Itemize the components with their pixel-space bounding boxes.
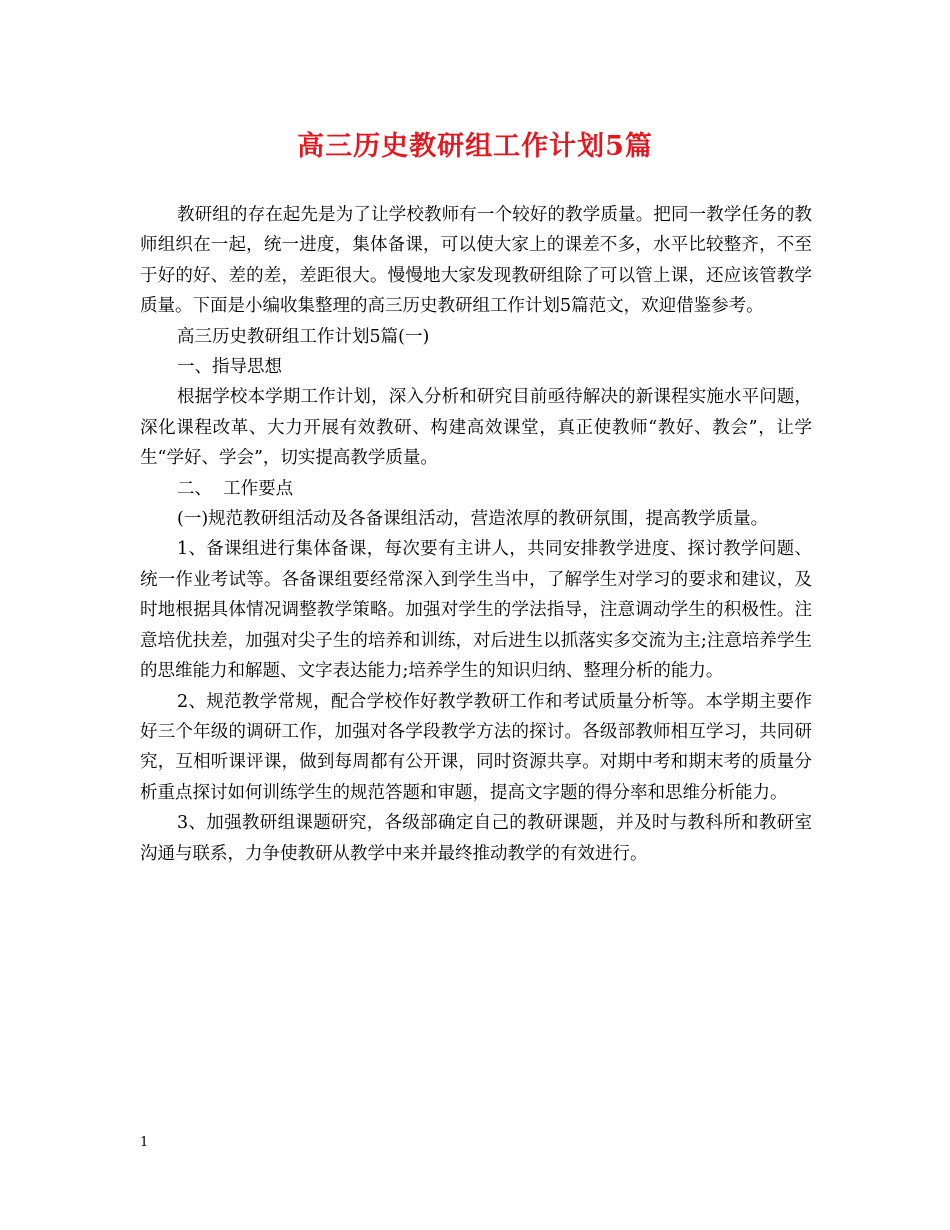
section-heading-plan-one: 高三历史教研组工作计划5篇(一) xyxy=(177,326,430,347)
work-point-3-paragraph: 3、加强教研组课题研究，各级部确定自己的教研课题，并及时与教科所和教研室沟通与联系，力争使教研从教学中来并最终推动教学的有效进行。 xyxy=(140,813,812,864)
work-point-2-paragraph: 2、规范教学常规，配合学校作好教学教研工作和考试质量分析等。本学期主要作好三个年级的调研工作，加强对各学段教学方法的探讨。各级部教师相互学习，共同研究，互相听课评课，做到每周都有公开课，同时资源共享。对期中考和期末考的质量分析重点探讨如何训练学生的规范答题和审题，提高文字题的得分率和思维分析能力。 xyxy=(140,691,812,803)
subsection-heading-standardize: (一)规范教研组活动及各备课组活动，营造浓厚的教研氛围，提高教学质量。 xyxy=(177,509,769,530)
document-title: 高三历史教研组工作计划5篇 xyxy=(297,131,653,162)
guiding-ideology-paragraph: 根据学校本学期工作计划，深入分析和研究目前亟待解决的新课程实施水平问题，深化课程改革、大力开展有效教研、构建高效课堂，真正使教师“教好、教会”，让学生“学好、学会”，切实提高教学质量。 xyxy=(140,387,812,469)
intro-paragraph: 教研组的存在起先是为了让学校教师有一个较好的教学质量。把同一教学任务的教师组织在一起，统一进度，集体备课，可以使大家上的课差不多，水平比较整齐，不至于好的好、差的差，差距很大。慢慢地大家发现教研组除了可以管上课，还应该管教学质量。下面是小编收集整理的高三历史教研组工作计划5篇范文，欢迎借鉴参考。 xyxy=(140,205,812,317)
page-number: 1 xyxy=(140,1135,149,1150)
section-heading-work-points: 二、 工作要点 xyxy=(177,478,294,499)
work-point-1-paragraph: 1、备课组进行集体备课，每次要有主讲人，共同安排教学进度、探讨教学问题、统一作业考试等。各备课组要经常深入到学生当中，了解学生对学习的要求和建议，及时地根据具体情况调整教学策略。加强对学生的学法指导，注意调动学生的积极性。注意培优扶差，加强对尖子生的培养和训练，对后进生以抓落实多交流为主;注意培养学生的思维能力和解题、文字表达能力;培养学生的知识归纳、整理分析的能力。 xyxy=(140,539,812,682)
document-body xyxy=(140,200,812,869)
section-heading-guiding-ideology: 一、指导思想 xyxy=(177,357,282,378)
